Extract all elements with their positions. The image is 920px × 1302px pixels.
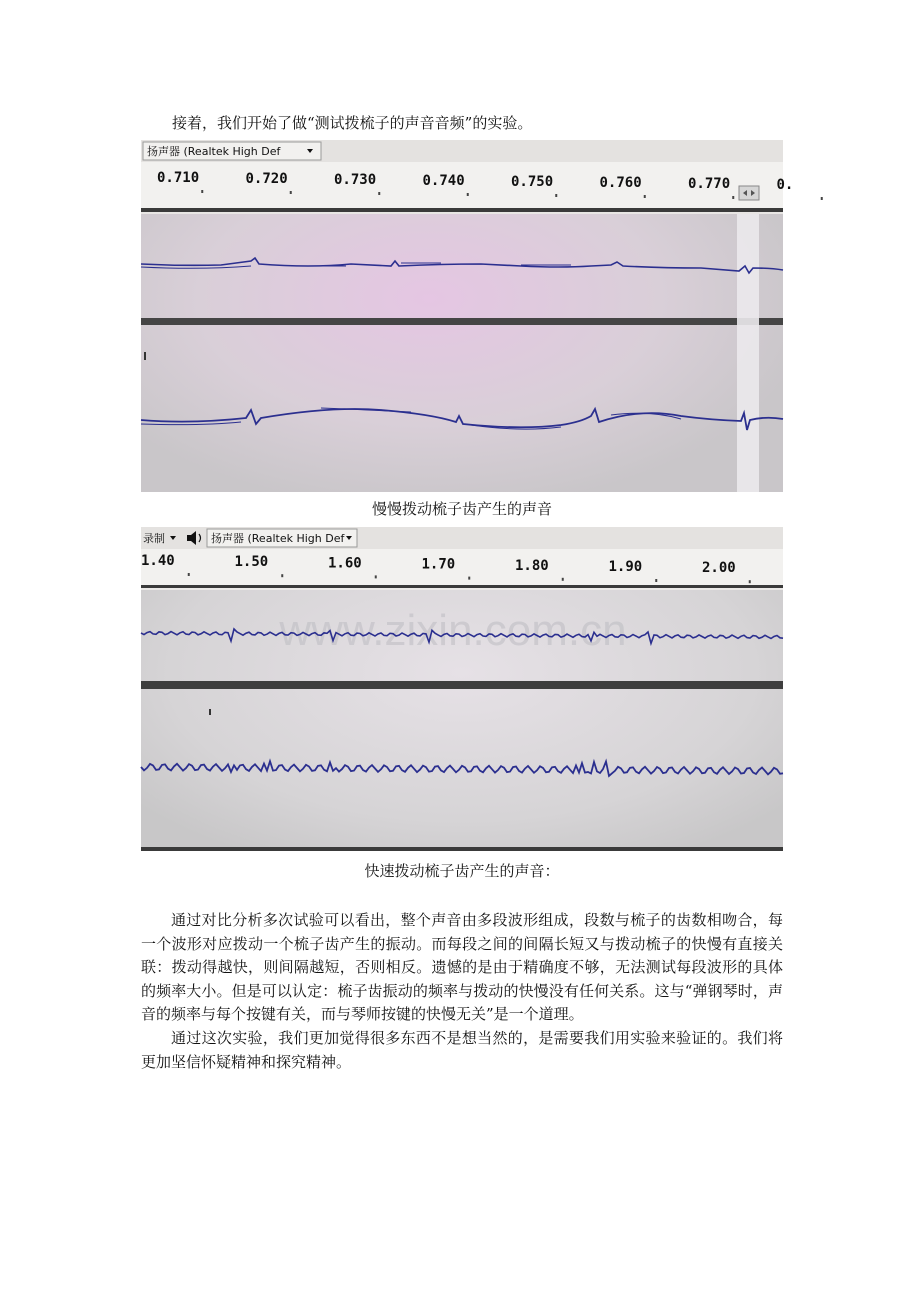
device-select-label[interactable]: 扬声器 (Realtek High Def [147, 145, 281, 158]
tick-mark [188, 573, 190, 576]
tick-label: 0.760 [599, 175, 642, 191]
watermark-text: www.zixin.com.cn [279, 606, 627, 655]
tick-label: 1.40 [141, 553, 175, 569]
analysis-paragraph: 通过对比分析多次试验可以看出，整个声音由多段波形组成，段数与梳子的齿数相吻合，每一个波形对应拨动一个梳子齿产生的振动。而每段之间的间隔长短又与拨动梳子的快慢有直接关联：拨动得越快，则间隔越短，否则相反。遗憾的是由于精确度不够，无法测试每段波形的具体的频率大小。但是可以认定：梳子齿振动的频率与拨动的快慢没有任何关系。这与“弹钢琴时，声音的频率与每个按键有关，而与琴师按键的快慢无关”是一个道理。 [141, 911, 783, 1023]
scroll-handle-icon[interactable] [739, 186, 759, 200]
tick-label: 0.750 [511, 174, 554, 190]
tick-mark [644, 195, 646, 198]
tick-mark [555, 194, 557, 197]
caption-slow: 慢慢拨动梳子齿产生的声音 [371, 500, 552, 518]
tick-label: 0.730 [334, 172, 377, 188]
tick-label: 1.70 [421, 556, 456, 573]
tick-mark [201, 190, 203, 193]
tick-label: 1.50 [234, 554, 269, 571]
device-select-label[interactable]: 扬声器 (Realtek High Def [211, 532, 345, 545]
tick-mark [468, 577, 470, 580]
caption-fast: 快速拨动梳子齿产生的声音： [364, 862, 560, 880]
waveform-photo-slow [141, 140, 794, 492]
tick-label: 0. [776, 177, 794, 193]
tick-label: 1.60 [328, 555, 362, 572]
conclusion-paragraph: 通过这次实验，我们更加觉得很多东西不是想当然的，是需要我们用实验来验证的。我们将更加坚信怀疑精神和探究精神。 [141, 1029, 783, 1071]
tick-label: 1.80 [515, 557, 549, 574]
waveform-photo-fast [141, 527, 783, 851]
tick-label: 0.720 [245, 171, 288, 187]
tick-mark [562, 578, 564, 581]
tick-mark [655, 579, 657, 582]
tick-mark [281, 574, 283, 577]
record-label[interactable]: 录制 [143, 532, 165, 545]
tick-label: 0.710 [157, 170, 200, 186]
tick-label: 0.740 [422, 173, 465, 189]
tick-label: 1.90 [608, 559, 643, 575]
tick-mark [749, 580, 751, 583]
tick-label: 0.770 [688, 176, 731, 192]
tick-mark [378, 192, 380, 195]
tick-mark [467, 193, 469, 196]
tick-mark [732, 196, 734, 199]
tick-mark [375, 575, 377, 578]
tick-mark [290, 191, 292, 194]
tick-label: 2.00 [702, 560, 736, 577]
intro-text: 接着，我们开始了做“测试拨梳子的声音音频”的实验。 [172, 114, 533, 132]
tick-mark [821, 197, 823, 200]
